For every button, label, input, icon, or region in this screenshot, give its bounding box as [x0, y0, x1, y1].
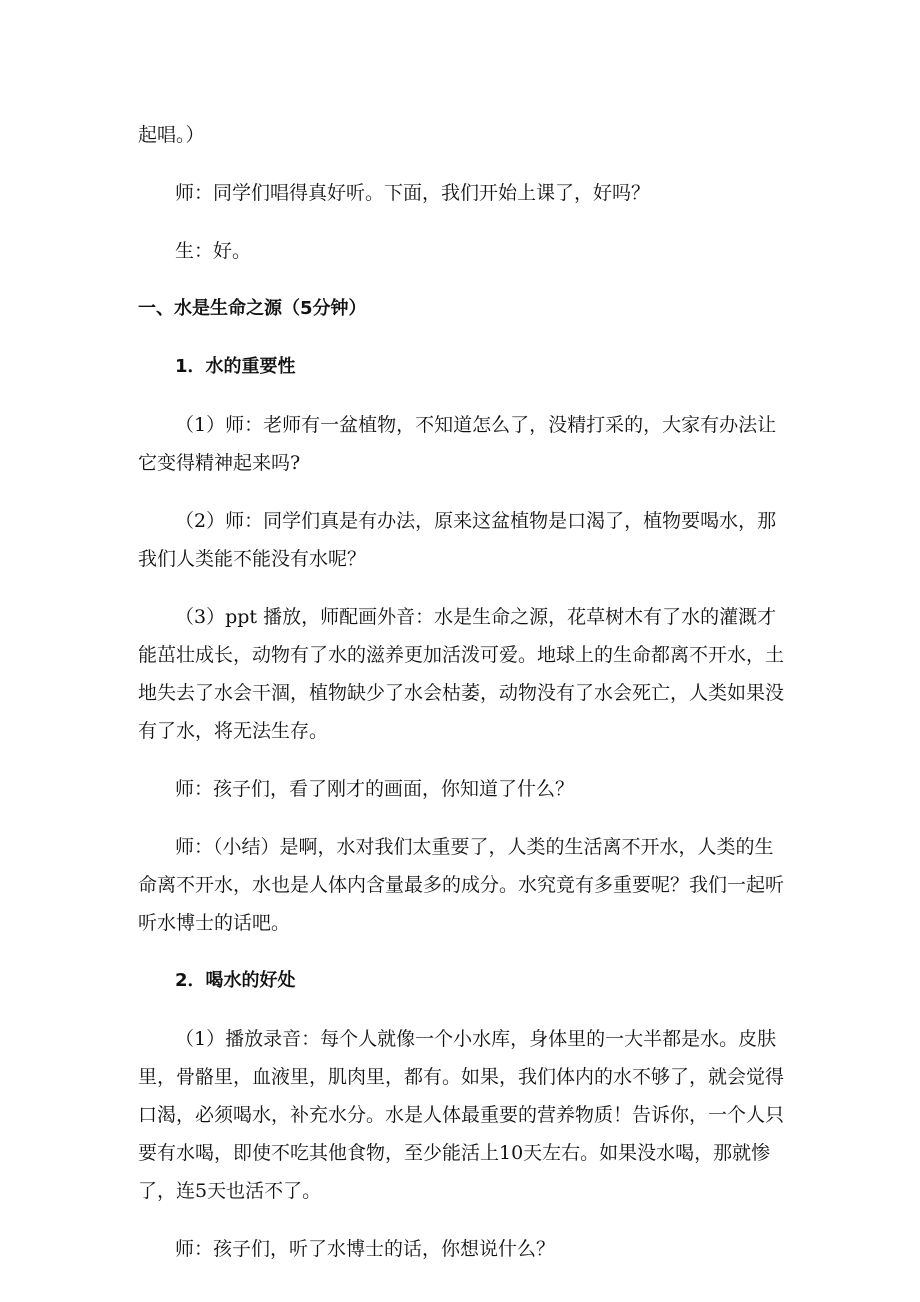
paragraph-plant-question: （1）师：老师有一盆植物，不知道怎么了，没精打采的，大家有办法让它变得精神起来吗?: [138, 414, 777, 474]
section-heading-water-source: 一、水是生命之源（5分钟）: [138, 298, 367, 319]
document-body: [138, 116, 784, 1288]
paragraph-teacher-start-class: 师：同学们唱得真好听。下面，我们开始上课了，好吗？: [175, 182, 651, 204]
paragraph-human-water: （2）师：同学们真是有办法，原来这盆植物是口渴了，植物要喝水，那我们人类能不能没有水呢？: [138, 510, 777, 570]
paragraph-student-reply: 生：好。: [175, 240, 252, 262]
subheading-drinking-benefits: 2．喝水的好处: [175, 970, 296, 991]
paragraph-ppt-voiceover: （3）ppt 播放，师配画外音：水是生命之源，花草树木有了水的灌溉才能茁壮成长，动物有了水的滋养更加活泼可爱。地球上的生命都离不开水，土地失去了水会干涸，植物缺少了水会枯萎，动物没有了水会死亡，人类如果没有了水，将无法生存。: [138, 606, 785, 742]
paragraph-final-question: 师：孩子们，听了水博士的话，你想说什么？: [175, 1238, 556, 1260]
paragraph-what-learned: 师：孩子们，看了刚才的画面，你知道了什么？: [175, 778, 575, 800]
subheading-water-importance: 1．水的重要性: [175, 356, 296, 377]
paragraph-summary: 师：（小结）是啊，水对我们太重要了，人类的生活离不开水，人类的生命离不开水，水也是人体内含量最多的成分。水究竟有多重要呢？我们一起听听水博士的话吧。: [138, 836, 785, 934]
paragraph-intro-end: 起唱。）: [138, 124, 205, 146]
paragraph-recording: （1）播放录音：每个人就像一个小水库，身体里的一大半都是水。皮肤里，骨骼里，血液里，肌肉里，都有。如果，我们体内的水不够了，就会觉得口渴，必须喝水，补充水分。水是人体最重要的营养物质！告诉你，一个人只要有水喝，即使不吃其他食物，至少能活上10天左右。如果没水喝，那就惨了，连5天也活不了。: [138, 1028, 785, 1202]
